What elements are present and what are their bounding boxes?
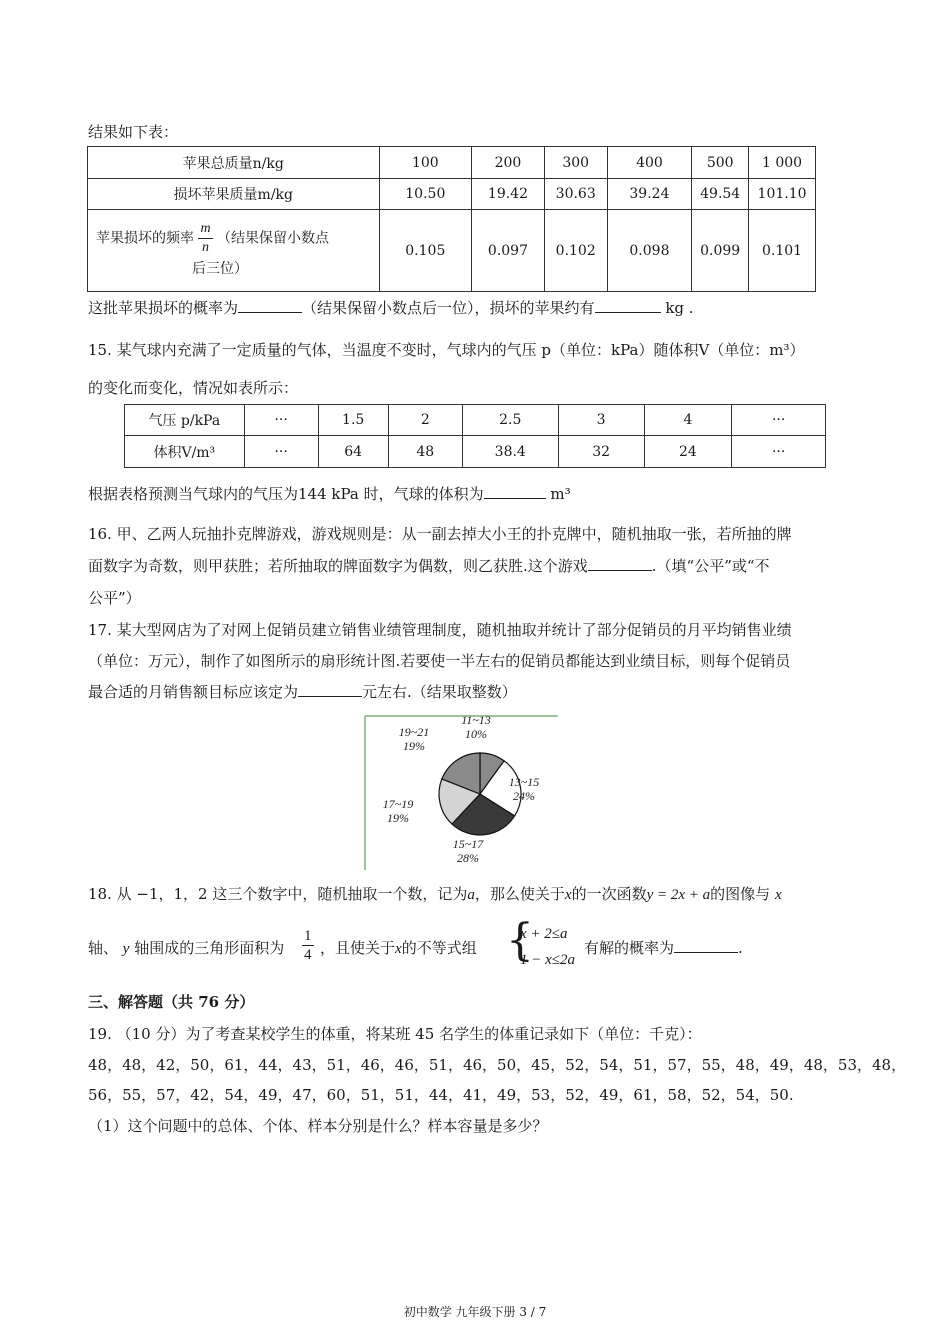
pie-label: 19~21 — [398, 725, 430, 739]
row-label: 气压 p/kPa — [125, 405, 245, 436]
area-fraction — [302, 927, 314, 964]
q19-data-line2: 56，55，57，42，54，49，47，60，51，51，44，41，49，53，52，49，61，58，52，54，50. — [88, 1086, 794, 1104]
q15-text-a: 根据表格预测当气球内的气压为144 kPa 时，气球的体积为 — [88, 485, 484, 503]
volume-cell: ··· — [244, 436, 318, 468]
pressure-cell: ··· — [244, 405, 318, 436]
brace-icon: { — [506, 915, 534, 966]
var-y: y — [122, 941, 130, 957]
pressure-cell: 2.5 — [462, 405, 558, 436]
q18-line2 — [88, 938, 284, 959]
mass-cell: 400 — [607, 147, 692, 179]
frac-num: 1 — [304, 928, 312, 944]
q19-subquestion-1: （1）这个问题中的总体、个体、样本分别是什么？样本容量是多少？ — [88, 1117, 548, 1135]
q19-data-line1: 48，48，42，50，61，44，43，51，46，46，51，46，50，45，52，54，51，57，55，48，49，48，53，48， — [88, 1056, 907, 1074]
q16-text-a: 面数字为奇数，则甲获胜；若所抽取的牌面数字为偶数，则乙获胜.这个游戏 — [88, 557, 588, 575]
q18-text-b: ，那么使关于 — [474, 885, 565, 903]
linear-function: y = 2x + a — [646, 887, 711, 903]
q18-text-g: ，且使关于 — [320, 939, 396, 957]
q15-line2: 的变化而变化，情况如表所示： — [88, 379, 299, 397]
volume-cell: 32 — [558, 436, 644, 468]
q16-line1: 16. 甲、乙两人玩抽扑克牌游戏，游戏规则是：从一副去掉大小王的扑克牌中，随机抽取一张，若所抽的牌 — [88, 525, 792, 543]
freq-cell: 0.101 — [749, 210, 816, 292]
pie-label: 15~17 — [452, 837, 484, 851]
intro-text: 结果如下表： — [88, 123, 179, 141]
freq-fraction — [198, 220, 212, 257]
table-row — [88, 210, 816, 292]
q18-text-j: . — [738, 939, 743, 957]
damaged-cell: 39.24 — [607, 179, 692, 210]
volume-cell: 48 — [388, 436, 462, 468]
freq-cell: 0.097 — [472, 210, 545, 292]
q18-text-d: 的图像与 — [710, 885, 771, 903]
pressure-cell: 2 — [388, 405, 462, 436]
row-label: 苹果总质量n/kg — [88, 147, 380, 179]
q14-text-c: kg . — [665, 299, 694, 317]
answer-blank[interactable] — [298, 682, 362, 697]
page-footer: 初中数学 九年级下册 3 / 7 — [403, 1305, 547, 1319]
pie-percent-label: 19% — [403, 739, 425, 753]
damaged-cell: 30.63 — [544, 179, 607, 210]
mass-cell: 100 — [379, 147, 472, 179]
q18-text-e: 轴、 — [88, 939, 119, 957]
fraction — [302, 927, 314, 964]
q17-line3 — [88, 682, 517, 702]
q18-text-f: 轴围成的三角形面积为 — [134, 939, 285, 957]
pie-label: 17~19 — [382, 797, 414, 811]
freq-cell: 0.102 — [544, 210, 607, 292]
mass-cell: 500 — [692, 147, 749, 179]
pressure-cell: 3 — [558, 405, 644, 436]
inequality-1: x + 2≤a — [520, 926, 568, 942]
freq-label-a: 苹果损坏的频率 — [96, 230, 194, 247]
answer-blank[interactable] — [595, 298, 661, 313]
mass-cell: 1 000 — [749, 147, 816, 179]
mass-cell: 200 — [472, 147, 545, 179]
pie-label: 13~15 — [508, 775, 540, 789]
pressure-cell: 4 — [644, 405, 732, 436]
freq-cell: 0.098 — [607, 210, 692, 292]
q14-text-b: （结果保留小数点后一位），损坏的苹果约有 — [302, 299, 595, 317]
answer-blank[interactable] — [238, 298, 302, 313]
damaged-cell: 101.10 — [749, 179, 816, 210]
volume-cell: ··· — [732, 436, 826, 468]
q17-line1: 17. 某大型网店为了对网上促销员建立销售业绩管理制度，随机抽取并统计了部分促销员的月平均销售业绩 — [88, 621, 792, 639]
pressure-cell: ··· — [732, 405, 826, 436]
q14-tail — [88, 298, 694, 318]
pie-percent-label: 28% — [457, 851, 479, 865]
q17-text-b: 元左右.（结果取整数） — [362, 683, 517, 701]
freq-label-c: 后三位） — [192, 261, 248, 277]
q18-text-a: 18. 从 −1，1，2 这三个数字中，随机抽取一个数，记为 — [88, 885, 468, 903]
frac-den: n — [202, 240, 210, 255]
volume-cell: 38.4 — [462, 436, 558, 468]
row-label: 体积V/m³ — [125, 436, 245, 468]
apple-table — [87, 146, 816, 292]
volume-cell: 64 — [318, 436, 388, 468]
section-heading: 三、解答题（共 76 分） — [88, 993, 255, 1011]
q14-text-a: 这批苹果损坏的概率为 — [88, 299, 239, 317]
frac-den: 4 — [304, 947, 312, 963]
q17-text-a: 最合适的月销售额目标应该定为 — [88, 683, 299, 701]
q15-text-b: m³ — [550, 485, 571, 503]
var-x: x — [564, 887, 572, 903]
var-a: a — [467, 887, 475, 903]
q16-line2 — [88, 556, 770, 576]
q18-line2-mid — [320, 938, 477, 959]
freq-cell: 0.099 — [692, 210, 749, 292]
row-label — [88, 210, 380, 292]
answer-blank[interactable] — [588, 556, 652, 571]
q18-line2-end — [584, 938, 743, 958]
answer-blank[interactable] — [674, 938, 738, 953]
sales-pie-chart — [364, 714, 560, 872]
freq-label-b: （结果保留小数点 — [217, 230, 330, 247]
table-row — [125, 405, 826, 436]
q18-text-c: 的一次函数 — [571, 885, 647, 903]
q15-line1: 15. 某气球内充满了一定质量的气体，当温度不变时，气球内的气压 p（单位：kPa）随体积V（单位：m³） — [88, 341, 805, 359]
q18-text-i: 有解的概率为 — [584, 939, 675, 957]
frac-num: m — [198, 220, 212, 239]
q18-text-h: 的不等式组 — [401, 939, 477, 957]
pie-percent-label: 10% — [465, 727, 487, 741]
pressure-cell: 1.5 — [318, 405, 388, 436]
table-row — [88, 147, 816, 179]
mass-cell: 300 — [544, 147, 607, 179]
damaged-cell: 19.42 — [472, 179, 545, 210]
damaged-cell: 49.54 — [692, 179, 749, 210]
pie-label: 11~13 — [461, 714, 491, 727]
table-row — [125, 436, 826, 468]
damaged-cell: 10.50 — [379, 179, 472, 210]
q16-text-b: .（填“公平”或“不 — [651, 557, 770, 575]
q16-line3: 公平”） — [88, 589, 141, 607]
freq-cell: 0.105 — [379, 210, 472, 292]
answer-blank[interactable] — [484, 484, 546, 499]
pie-percent-label: 19% — [387, 811, 409, 825]
q18-line1 — [88, 884, 782, 905]
table-row — [88, 179, 816, 210]
q17-line2: （单位：万元），制作了如图所示的扇形统计图.若要使一半左右的促销员都能达到业绩目标，则每个促销员 — [88, 652, 791, 670]
volume-cell: 24 — [644, 436, 732, 468]
pressure-table — [124, 404, 826, 468]
q15-tail — [88, 484, 571, 504]
pie-percent-label: 24% — [513, 789, 535, 803]
inequality-2: 1 − x≤2a — [520, 952, 576, 968]
var-x: x — [395, 941, 402, 957]
q19-line1: 19. （10 分）为了考查某校学生的体重，将某班 45 名学生的体重记录如下（单位：千克）： — [88, 1025, 702, 1043]
var-x: x — [774, 887, 782, 903]
row-label: 损坏苹果质量m/kg — [88, 179, 380, 210]
